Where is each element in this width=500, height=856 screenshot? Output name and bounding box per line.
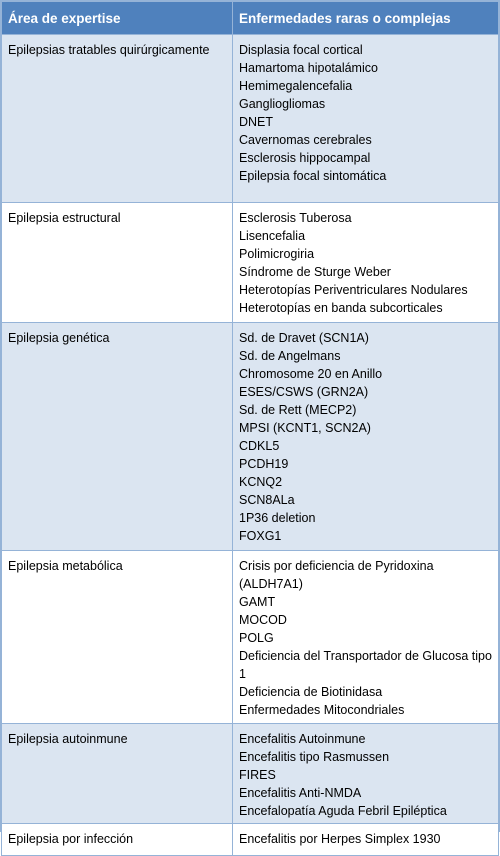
table-row: [2, 724, 499, 824]
disease-item: Polimicrogiria: [239, 247, 315, 261]
cell-diseases: [233, 551, 499, 724]
disease-item: Sd. de Rett (MECP2): [239, 403, 357, 417]
disease-item: Esclerosis hippocampal: [239, 151, 371, 165]
cell-area: Epilepsia estructural: [2, 203, 233, 323]
disease-item: KCNQ2: [239, 475, 283, 489]
disease-item: PCDH19: [239, 457, 289, 471]
cell-area: Epilepsia genética: [2, 323, 233, 551]
table-header-row: [2, 2, 499, 35]
disease-item: Esclerosis Tuberosa: [239, 211, 352, 225]
disease-item: 1P36 deletion: [239, 511, 316, 525]
cell-diseases: [233, 824, 499, 856]
header-area-expertise: Área de expertise: [2, 2, 233, 35]
disease-item: Epilepsia focal sintomática: [239, 169, 387, 183]
disease-item: Chromosome 20 en Anillo: [239, 367, 383, 381]
cell-area: Epilepsia metabólica: [2, 551, 233, 724]
cell-area: Epilepsias tratables quirúrgicamente: [2, 35, 233, 203]
table-row: [2, 551, 499, 724]
disease-item: CDKL5: [239, 439, 280, 453]
disease-item: Encefalitis Anti-NMDA: [239, 786, 362, 800]
disease-item: Hemimegalencefalia: [239, 79, 353, 93]
disease-item: MPSI (KCNT1, SCN2A): [239, 421, 371, 435]
disease-item: Hamartoma hipotalámico: [239, 61, 378, 75]
disease-item: Sd. de Dravet (SCN1A): [239, 331, 369, 345]
disease-item: Encefalitis Autoinmune: [239, 732, 366, 746]
disease-item: Cavernomas cerebrales: [239, 133, 372, 147]
cell-diseases: [233, 35, 499, 203]
disease-item: FOXG1: [239, 529, 282, 543]
disease-item: Displasia focal cortical: [239, 43, 363, 57]
disease-item: Deficiencia del Transportador de Glucosa tipo 1: [239, 649, 492, 681]
disease-item: Heterotopías en banda subcorticales: [239, 301, 443, 315]
disease-item: GAMT: [239, 595, 276, 609]
disease-item: FIRES: [239, 768, 276, 782]
disease-item: POLG: [239, 631, 274, 645]
cell-area: Epilepsia por infección: [2, 824, 233, 856]
table-row: [2, 824, 499, 856]
table-row: [2, 35, 499, 203]
disease-item: Lisencefalia: [239, 229, 306, 243]
table-row: [2, 203, 499, 323]
disease-item: Encefalitis tipo Rasmussen: [239, 750, 390, 764]
disease-item: Encefalopatía Aguda Febril Epiléptica: [239, 804, 447, 818]
disease-item: Deficiencia de Biotinidasa: [239, 685, 383, 699]
disease-item: Heterotopías Periventriculares Nodulares: [239, 283, 468, 297]
table-body: [2, 35, 499, 856]
disease-item: Sd. de Angelmans: [239, 349, 341, 363]
disease-item: Gangliogliomas: [239, 97, 326, 111]
cell-diseases: [233, 203, 499, 323]
disease-item: ESES/CSWS (GRN2A): [239, 385, 369, 399]
disease-item: DNET: [239, 115, 274, 129]
disease-item: Encefalitis por Herpes Simplex 1930: [239, 832, 441, 846]
table-row: [2, 323, 499, 551]
cell-diseases: [233, 724, 499, 824]
cell-area: Epilepsia autoinmune: [2, 724, 233, 824]
expertise-table: [1, 1, 499, 856]
header-rare-diseases: Enfermedades raras o complejas: [233, 2, 499, 35]
disease-item: Enfermedades Mitocondriales: [239, 703, 405, 717]
cell-diseases: [233, 323, 499, 551]
disease-item: MOCOD: [239, 613, 287, 627]
disease-item: Síndrome de Sturge Weber: [239, 265, 391, 279]
disease-item: SCN8ALa: [239, 493, 295, 507]
disease-item: Crisis por deficiencia de Pyridoxina (ALDH7A1): [239, 559, 434, 591]
